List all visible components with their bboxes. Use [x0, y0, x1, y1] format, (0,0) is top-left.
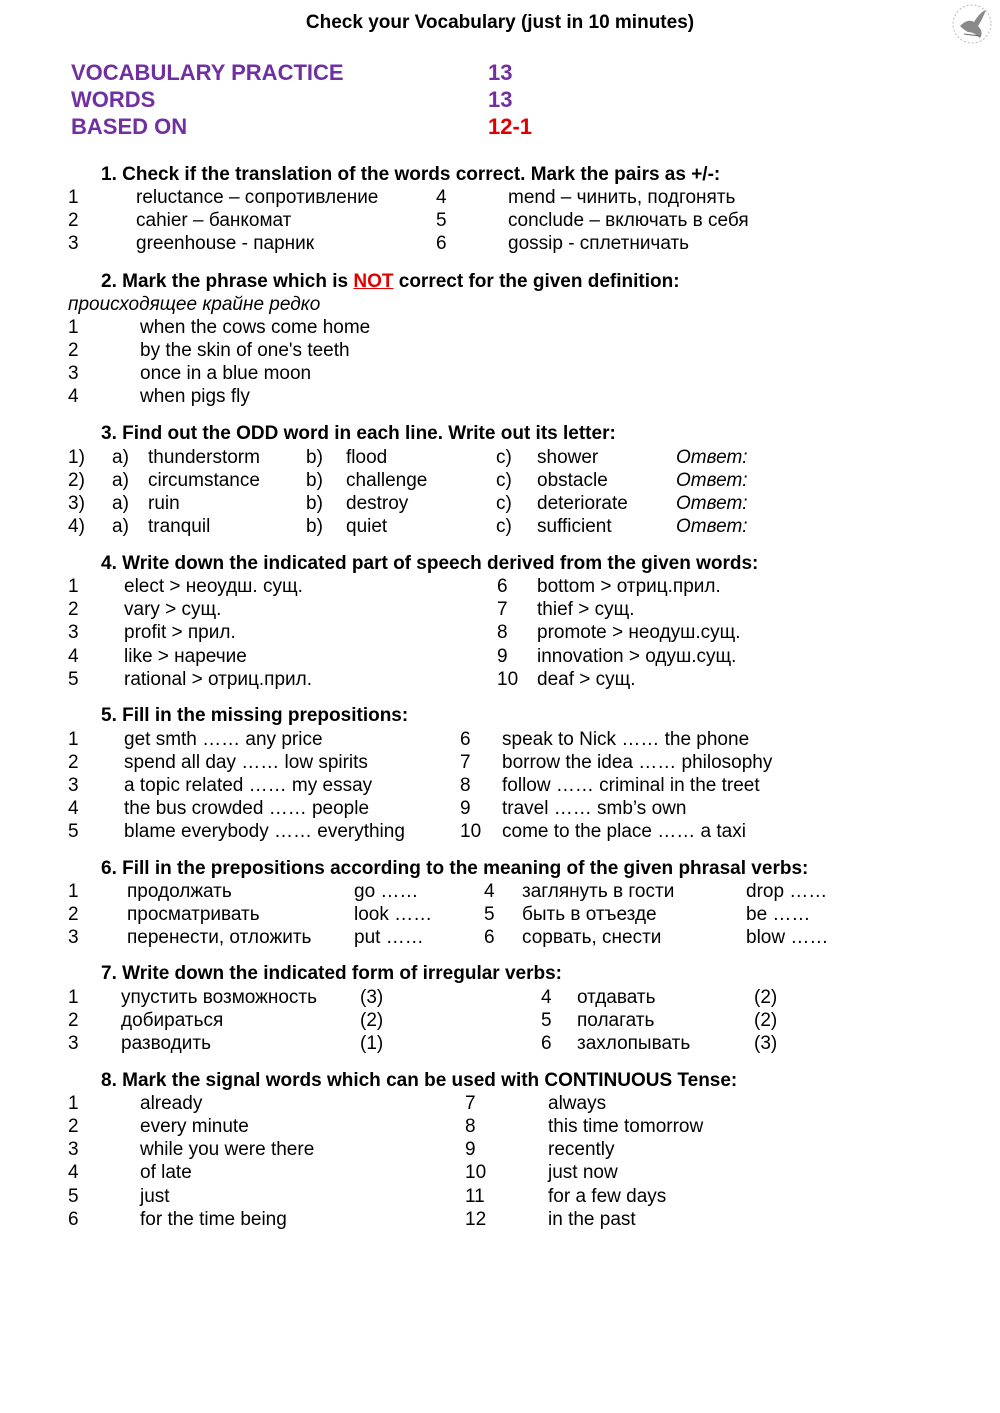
- s6-verb: blow ……: [746, 927, 829, 948]
- s3-word-a: circumstance: [148, 470, 260, 491]
- section-5-heading: 5. Fill in the missing prepositions:: [101, 705, 409, 726]
- s1-item: cahier – банкомат: [136, 210, 292, 231]
- s8-num: 3: [68, 1139, 79, 1160]
- s4-item: innovation > одуш.сущ.: [537, 646, 737, 667]
- s6-russian: заглянуть в гости: [522, 881, 675, 902]
- s4-num: 1: [68, 576, 79, 597]
- s6-russian: перенести, отложить: [127, 927, 312, 948]
- s7-form: (2): [754, 1010, 778, 1031]
- s7-num: 6: [541, 1033, 552, 1054]
- s3-answer-label: Ответ:: [676, 493, 748, 514]
- s4-item: vary > сущ.: [124, 599, 222, 620]
- s7-form: (2): [754, 987, 778, 1008]
- s4-item: deaf > сущ.: [537, 669, 636, 690]
- s2-item: once in a blue moon: [140, 363, 312, 384]
- s4-num: 9: [497, 646, 508, 667]
- s4-num: 8: [497, 622, 508, 643]
- s5-num: 9: [460, 798, 471, 819]
- s6-russian: быть в отъезде: [522, 904, 657, 925]
- s3-letter-a: a): [112, 470, 129, 491]
- s8-item: recently: [548, 1139, 615, 1160]
- s3-row-num: 2): [68, 470, 85, 491]
- s4-num: 4: [68, 646, 79, 667]
- s8-item: this time tomorrow: [548, 1116, 704, 1137]
- s3-letter-c: c): [496, 493, 512, 514]
- s3-letter-b: b): [306, 493, 323, 514]
- s1-num: 2: [68, 210, 79, 231]
- s7-num: 3: [68, 1033, 79, 1054]
- s8-item: already: [140, 1093, 203, 1114]
- s7-num: 1: [68, 987, 79, 1008]
- s4-item: like > наречие: [124, 646, 247, 667]
- section-6-heading: 6. Fill in the prepositions according to the meaning of the given phrasal verbs:: [101, 858, 809, 879]
- s6-num: 6: [484, 927, 495, 948]
- section-7-heading: 7. Write down the indicated form of irregular verbs:: [101, 963, 563, 984]
- s1-num: 1: [68, 187, 79, 208]
- s5-num: 8: [460, 775, 471, 796]
- s8-item: for the time being: [140, 1209, 287, 1230]
- s1-item: gossip - сплетничать: [508, 233, 690, 254]
- s2-num: 2: [68, 340, 79, 361]
- s3-letter-c: c): [496, 470, 512, 491]
- header-label-practice: VOCABULARY PRACTICE: [71, 60, 344, 85]
- s4-num: 3: [68, 622, 79, 643]
- s2-item: when pigs fly: [140, 386, 250, 407]
- s5-item: get smth …… any price: [124, 729, 323, 750]
- s8-num: 12: [465, 1209, 487, 1230]
- section-2-heading: [101, 270, 680, 293]
- s3-word-c: shower: [537, 447, 599, 468]
- s8-item: for a few days: [548, 1186, 667, 1207]
- s3-letter-a: a): [112, 493, 129, 514]
- s1-item: greenhouse - парник: [136, 233, 315, 254]
- s8-num: 7: [465, 1093, 476, 1114]
- s4-item: profit > прил.: [124, 622, 236, 643]
- s7-num: 2: [68, 1010, 79, 1031]
- s3-word-c: deteriorate: [537, 493, 628, 514]
- s3-letter-a: a): [112, 516, 129, 537]
- section-3-heading: 3. Find out the ODD word in each line. Write out its letter:: [101, 423, 616, 444]
- s1-item: conclude – включать в себя: [508, 210, 749, 231]
- section-4-heading: 4. Write down the indicated part of speech derived from the given words:: [101, 553, 759, 574]
- s8-item: while you were there: [140, 1139, 315, 1160]
- s2-heading-pre: 2. Mark the phrase which is: [101, 271, 354, 292]
- s3-letter-c: c): [496, 447, 512, 468]
- s7-num: 5: [541, 1010, 552, 1031]
- s5-item: spend all day …… low spirits: [124, 752, 368, 773]
- s6-num: 2: [68, 904, 79, 925]
- s8-num: 11: [465, 1186, 485, 1207]
- s3-word-b: challenge: [346, 470, 428, 491]
- s7-verb: полагать: [577, 1010, 655, 1031]
- section-8-heading: 8. Mark the signal words which can be used with CONTINUOUS Tense:: [101, 1070, 738, 1091]
- s6-num: 3: [68, 927, 79, 948]
- s5-num: 6: [460, 729, 471, 750]
- s7-form: (2): [360, 1010, 384, 1031]
- s6-num: 1: [68, 881, 79, 902]
- s3-word-b: flood: [346, 447, 388, 468]
- s4-item: elect > неоудш. сущ.: [124, 576, 303, 597]
- s2-definition: происходящее крайне редко: [68, 294, 321, 315]
- bird-logo-icon: [950, 2, 994, 46]
- s3-word-a: ruin: [148, 493, 180, 514]
- s7-verb: разводить: [121, 1033, 211, 1054]
- s3-letter-a: a): [112, 447, 129, 468]
- s5-item: a topic related …… my essay: [124, 775, 373, 796]
- s3-answer-label: Ответ:: [676, 470, 748, 491]
- s8-item: of late: [140, 1162, 192, 1183]
- s3-letter-b: b): [306, 470, 323, 491]
- s2-num: 1: [68, 317, 79, 338]
- s2-num: 4: [68, 386, 79, 407]
- s8-num: 10: [465, 1162, 487, 1183]
- page-title: Check your Vocabulary (just in 10 minutes): [305, 12, 695, 33]
- s5-item: travel …… smb’s own: [502, 798, 687, 819]
- s3-word-b: destroy: [346, 493, 409, 514]
- header-value-words: 13: [488, 87, 513, 112]
- s1-num: 5: [436, 210, 447, 231]
- s4-item: promote > неодуш.сущ.: [537, 622, 741, 643]
- s5-item: borrow the idea …… philosophy: [502, 752, 773, 773]
- s3-answer-label: Ответ:: [676, 516, 748, 537]
- s5-item: speak to Nick …… the phone: [502, 729, 750, 750]
- s7-form: (3): [360, 987, 384, 1008]
- s5-num: 10: [460, 821, 482, 842]
- s6-russian: продолжать: [127, 881, 232, 902]
- s7-verb: добираться: [121, 1010, 224, 1031]
- s5-num: 4: [68, 798, 79, 819]
- s1-item: mend – чинить, подгонять: [508, 187, 736, 208]
- section-1-heading: 1. Check if the translation of the words correct. Mark the pairs as +/-:: [101, 164, 721, 185]
- s6-verb: go ……: [354, 881, 419, 902]
- s6-russian: сорвать, снести: [522, 927, 662, 948]
- s7-verb: отдавать: [577, 987, 656, 1008]
- header-value-based-on: 12-1: [488, 114, 533, 139]
- s7-verb: захлопывать: [577, 1033, 691, 1054]
- s6-russian: просматривать: [127, 904, 260, 925]
- s2-heading-post: correct for the given definition:: [393, 271, 680, 292]
- s2-item: when the cows come home: [140, 317, 371, 338]
- s5-num: 1: [68, 729, 79, 750]
- s6-verb: put ……: [354, 927, 424, 948]
- s5-num: 2: [68, 752, 79, 773]
- s6-num: 4: [484, 881, 495, 902]
- s4-num: 7: [497, 599, 508, 620]
- s3-word-b: quiet: [346, 516, 388, 537]
- s3-word-a: tranquil: [148, 516, 211, 537]
- s5-num: 7: [460, 752, 471, 773]
- s2-heading-not: NOT: [353, 271, 394, 292]
- s8-num: 4: [68, 1162, 79, 1183]
- s8-item: in the past: [548, 1209, 636, 1230]
- s1-num: 6: [436, 233, 447, 254]
- s4-item: bottom > отриц.прил.: [537, 576, 721, 597]
- s4-num: 10: [497, 669, 519, 690]
- header-label-words: WORDS: [71, 87, 156, 112]
- s5-item: the bus crowded …… people: [124, 798, 370, 819]
- s3-letter-b: b): [306, 447, 323, 468]
- s7-form: (3): [754, 1033, 778, 1054]
- s3-word-c: sufficient: [537, 516, 612, 537]
- s5-num: 5: [68, 821, 79, 842]
- s3-word-a: thunderstorm: [148, 447, 260, 468]
- s4-item: thief > сущ.: [537, 599, 635, 620]
- s5-item: follow …… criminal in the treet: [502, 775, 760, 796]
- s8-num: 5: [68, 1186, 79, 1207]
- s8-num: 6: [68, 1209, 79, 1230]
- s8-item: just: [140, 1186, 170, 1207]
- s1-item: reluctance – сопротивление: [136, 187, 379, 208]
- s8-num: 2: [68, 1116, 79, 1137]
- s3-word-c: obstacle: [537, 470, 608, 491]
- s6-num: 5: [484, 904, 495, 925]
- s3-row-num: 4): [68, 516, 85, 537]
- s7-num: 4: [541, 987, 552, 1008]
- s8-num: 8: [465, 1116, 476, 1137]
- s3-letter-b: b): [306, 516, 323, 537]
- s8-item: just now: [548, 1162, 618, 1183]
- s3-letter-c: c): [496, 516, 512, 537]
- header-value-practice: 13: [488, 60, 513, 85]
- s3-row-num: 1): [68, 447, 85, 468]
- s4-item: rational > отриц.прил.: [124, 669, 312, 690]
- s7-verb: упустить возможность: [121, 987, 318, 1008]
- s3-answer-label: Ответ:: [676, 447, 748, 468]
- s3-row-num: 3): [68, 493, 85, 514]
- s2-num: 3: [68, 363, 79, 384]
- s5-num: 3: [68, 775, 79, 796]
- s1-num: 4: [436, 187, 447, 208]
- s4-num: 5: [68, 669, 79, 690]
- s4-num: 2: [68, 599, 79, 620]
- header-label-based-on: BASED ON: [71, 114, 188, 139]
- s4-num: 6: [497, 576, 508, 597]
- s6-verb: look ……: [354, 904, 433, 925]
- s8-num: 1: [68, 1093, 79, 1114]
- s8-item: always: [548, 1093, 607, 1114]
- s7-form: (1): [360, 1033, 384, 1054]
- s2-item: by the skin of one's teeth: [140, 340, 350, 361]
- s1-num: 3: [68, 233, 79, 254]
- s8-item: every minute: [140, 1116, 249, 1137]
- s8-num: 9: [465, 1139, 476, 1160]
- s5-item: come to the place …… a taxi: [502, 821, 746, 842]
- s6-verb: drop ……: [746, 881, 828, 902]
- s5-item: blame everybody …… everything: [124, 821, 405, 842]
- s6-verb: be ……: [746, 904, 811, 925]
